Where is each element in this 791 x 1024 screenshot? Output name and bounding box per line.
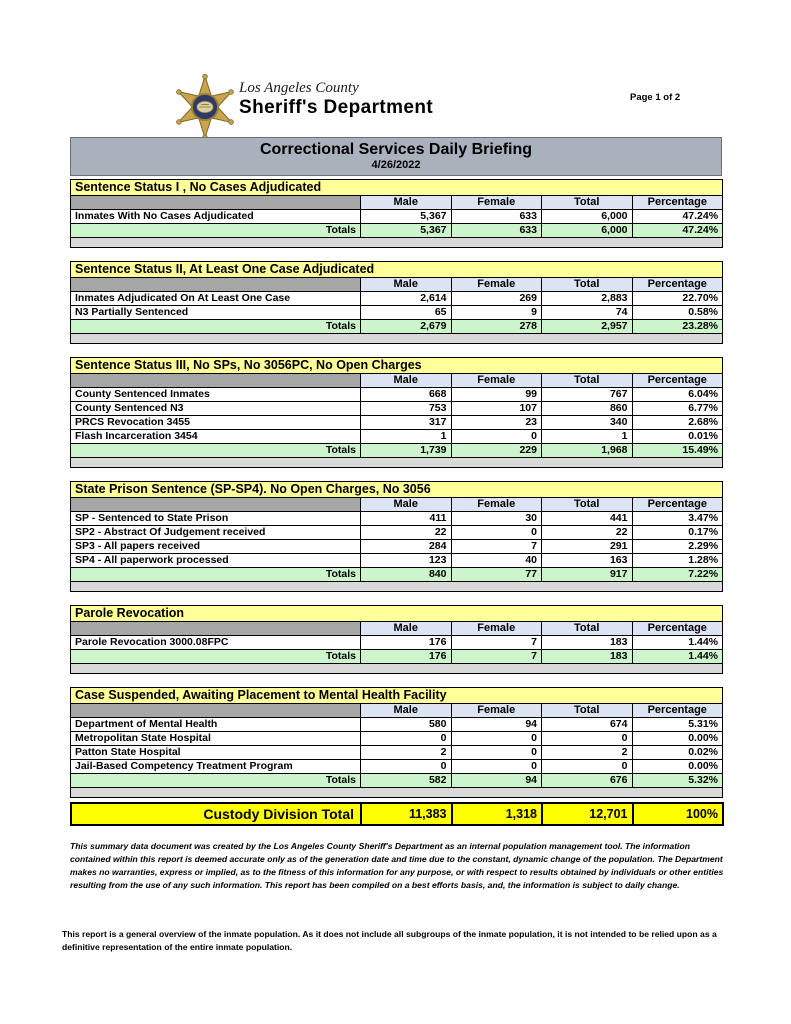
disclaimer-text: This summary data document was created by the Los Angeles County Sheriff's Department as an internal population management tool. The information contained within this report is deemed accurate only as of the generation date and time due to the constant, dynamic change of the population. The Department makes no warranties, express or implied, as to the fitness of this information for any purpose, or with respect to results obtained by individuals or other entities resulting from the use of any such information. This report has been compiled on a best efforts basis, and, the information is subject to daily change. [70,841,724,890]
totals-row [71,320,723,334]
totals-percentage: 23.28% [632,320,723,334]
table-row [71,554,723,568]
female-value: 9 [451,306,542,320]
column-header-total: Total [542,498,633,512]
table-row [71,430,723,444]
totals-label: Totals [71,774,361,788]
column-header-row [71,498,723,512]
column-header-female: Female [451,278,542,292]
male-value: 2,614 [361,292,452,306]
totals-label: Totals [71,650,361,664]
total-value: 74 [542,306,633,320]
totals-label: Totals [71,224,361,238]
female-value: 7 [451,636,542,650]
totals-female: 77 [451,568,542,582]
column-header-percentage: Percentage [632,498,723,512]
totals-label: Totals [71,568,361,582]
male-value: 123 [361,554,452,568]
male-value: 284 [361,540,452,554]
section-title: State Prison Sentence (SP-SP4). No Open Charges, No 3056 [71,482,723,498]
column-header-percentage: Percentage [632,622,723,636]
table-row [71,402,723,416]
section-sentence-status-2 [70,261,722,344]
column-header-percentage: Percentage [632,704,723,718]
row-label: Inmates Adjudicated On At Least One Case [71,292,361,306]
total-value: 767 [542,388,633,402]
table-row [71,526,723,540]
female-value: 269 [451,292,542,306]
total-value: 2,883 [542,292,633,306]
female-value: 0 [451,526,542,540]
percentage-value: 6.04% [632,388,723,402]
section-header-row [71,606,723,622]
row-label: Flash Incarceration 3454 [71,430,361,444]
table-row [71,512,723,526]
section-table [70,261,723,344]
row-label: County Sentenced Inmates [71,388,361,402]
male-value: 411 [361,512,452,526]
section-title: Sentence Status II, At Least One Case Adjudicated [71,262,723,278]
row-label: SP4 - All paperwork processed [71,554,361,568]
totals-percentage: 7.22% [632,568,723,582]
percentage-value: 2.68% [632,416,723,430]
male-value: 0 [361,732,452,746]
row-label: County Sentenced N3 [71,402,361,416]
section-mental-health-placement [70,687,722,798]
totals-male: 1,739 [361,444,452,458]
male-value: 176 [361,636,452,650]
male-value: 2 [361,746,452,760]
grand-total-row [71,803,723,825]
page-number-label: Page 1 of 2 [630,92,681,103]
section-state-prison-sentence [70,481,722,592]
row-label: N3 Partially Sentenced [71,306,361,320]
section-spacer-row [71,664,723,674]
row-label: Patton State Hospital [71,746,361,760]
totals-male: 840 [361,568,452,582]
column-header-male: Male [361,374,452,388]
percentage-value: 1.28% [632,554,723,568]
column-header-percentage: Percentage [632,374,723,388]
percentage-value: 2.29% [632,540,723,554]
report-content [62,137,724,954]
table-row [71,306,723,320]
section-table [70,481,723,592]
male-value: 668 [361,388,452,402]
section-header-row [71,180,723,196]
percentage-value: 3.47% [632,512,723,526]
totals-female: 278 [451,320,542,334]
section-spacer-row [71,458,723,468]
column-header-blank [71,196,361,210]
table-row [71,732,723,746]
totals-female: 7 [451,650,542,664]
section-parole-revocation [70,605,722,674]
totals-male: 2,679 [361,320,452,334]
totals-label: Totals [71,320,361,334]
section-spacer-row [71,238,723,248]
grand-total-label: Custody Division Total [71,803,361,825]
grand-total-total: 12,701 [542,803,633,825]
table-row [71,292,723,306]
percentage-value: 47.24% [632,210,723,224]
column-header-total: Total [542,196,633,210]
column-header-female: Female [451,374,542,388]
column-header-female: Female [451,498,542,512]
total-value: 22 [542,526,633,540]
female-value: 94 [451,718,542,732]
total-value: 674 [542,718,633,732]
total-value: 183 [542,636,633,650]
column-header-total: Total [542,704,633,718]
section-table [70,687,723,798]
totals-percentage: 1.44% [632,650,723,664]
percentage-value: 0.01% [632,430,723,444]
male-value: 0 [361,760,452,774]
table-row [71,746,723,760]
table-row [71,540,723,554]
table-row [71,210,723,224]
male-value: 580 [361,718,452,732]
total-value: 6,000 [542,210,633,224]
percentage-value: 5.31% [632,718,723,732]
row-label: Parole Revocation 3000.08FPC [71,636,361,650]
female-value: 0 [451,746,542,760]
column-header-female: Female [451,196,542,210]
total-value: 291 [542,540,633,554]
female-value: 107 [451,402,542,416]
column-header-row [71,196,723,210]
totals-total: 1,968 [542,444,633,458]
totals-row [71,568,723,582]
row-label: SP3 - All papers received [71,540,361,554]
overview-note-text: This report is a general overview of the inmate population. As it does not include all subgroups of the inmate population, it is not intended to be relied upon as a definitive representation of the entire inmate population. [62,929,717,952]
male-value: 753 [361,402,452,416]
percentage-value: 0.00% [632,760,723,774]
column-header-blank [71,622,361,636]
column-header-total: Total [542,622,633,636]
male-value: 5,367 [361,210,452,224]
total-value: 860 [542,402,633,416]
total-value: 340 [542,416,633,430]
totals-row [71,224,723,238]
column-header-row [71,704,723,718]
totals-female: 229 [451,444,542,458]
male-value: 1 [361,430,452,444]
totals-row [71,650,723,664]
female-value: 0 [451,732,542,746]
table-row [71,760,723,774]
totals-row [71,774,723,788]
column-header-blank [71,374,361,388]
totals-total: 183 [542,650,633,664]
column-header-row [71,374,723,388]
column-header-male: Male [361,704,452,718]
row-label: Inmates With No Cases Adjudicated [71,210,361,224]
letterhead [0,0,791,137]
totals-total: 676 [542,774,633,788]
section-title: Sentence Status I , No Cases Adjudicated [71,180,723,196]
female-value: 0 [451,430,542,444]
female-value: 99 [451,388,542,402]
column-header-percentage: Percentage [632,278,723,292]
percentage-value: 0.02% [632,746,723,760]
total-value: 0 [542,732,633,746]
section-table [70,179,723,248]
totals-row [71,444,723,458]
percentage-value: 22.70% [632,292,723,306]
column-header-male: Male [361,498,452,512]
percentage-value: 0.17% [632,526,723,540]
totals-male: 5,367 [361,224,452,238]
totals-percentage: 5.32% [632,774,723,788]
section-header-row [71,358,723,374]
section-spacer-row [71,788,723,798]
percentage-value: 6.77% [632,402,723,416]
totals-percentage: 47.24% [632,224,723,238]
female-value: 30 [451,512,542,526]
row-label: SP - Sentenced to State Prison [71,512,361,526]
column-header-male: Male [361,196,452,210]
row-label: SP2 - Abstract Of Judgement received [71,526,361,540]
column-header-female: Female [451,622,542,636]
agency-name [239,80,433,118]
totals-percentage: 15.49% [632,444,723,458]
totals-female: 633 [451,224,542,238]
section-sentence-status-3 [70,357,722,468]
section-table [70,357,723,468]
total-value: 163 [542,554,633,568]
section-spacer-row [71,582,723,592]
section-spacer-row [71,334,723,344]
male-value: 22 [361,526,452,540]
section-header-row [71,262,723,278]
report-title-bar [70,137,722,176]
totals-total: 2,957 [542,320,633,334]
column-header-blank [71,704,361,718]
grand-total-female: 1,318 [452,803,543,825]
totals-male: 582 [361,774,452,788]
column-header-male: Male [361,278,452,292]
report-title: Correctional Services Daily Briefing [259,141,533,158]
grand-total-percentage: 100% [633,803,724,825]
section-table [70,605,723,674]
totals-male: 176 [361,650,452,664]
agency-dept-line: Sheriff's Department [239,96,434,118]
row-label: Metropolitan State Hospital [71,732,361,746]
section-title: Case Suspended, Awaiting Placement to Mental Health Facility [71,688,723,704]
female-value: 7 [451,540,542,554]
report-date: 4/26/2022 [371,159,421,171]
male-value: 65 [361,306,452,320]
agency-county-line: Los Angeles County [239,80,359,96]
row-label: Department of Mental Health [71,718,361,732]
female-value: 23 [451,416,542,430]
percentage-value: 0.00% [632,732,723,746]
table-row [71,636,723,650]
column-header-total: Total [542,374,633,388]
column-header-blank [71,498,361,512]
table-row [71,718,723,732]
column-header-blank [71,278,361,292]
female-value: 633 [451,210,542,224]
table-row [71,416,723,430]
table-row [71,388,723,402]
column-header-male: Male [361,622,452,636]
column-header-row [71,622,723,636]
row-label: Jail-Based Competency Treatment Program [71,760,361,774]
custody-division-total-table [70,802,724,826]
total-value: 441 [542,512,633,526]
totals-total: 917 [542,568,633,582]
row-label: PRCS Revocation 3455 [71,416,361,430]
grand-total-male: 11,383 [361,803,452,825]
total-value: 1 [542,430,633,444]
male-value: 317 [361,416,452,430]
sheriff-star-icon [176,73,234,141]
section-sentence-status-1 [70,179,722,248]
section-header-row [71,688,723,704]
female-value: 40 [451,554,542,568]
totals-female: 94 [451,774,542,788]
column-header-female: Female [451,704,542,718]
totals-total: 6,000 [542,224,633,238]
section-header-row [71,482,723,498]
totals-label: Totals [71,444,361,458]
percentage-value: 1.44% [632,636,723,650]
female-value: 0 [451,760,542,774]
percentage-value: 0.58% [632,306,723,320]
total-value: 0 [542,760,633,774]
total-value: 2 [542,746,633,760]
column-header-row [71,278,723,292]
column-header-percentage: Percentage [632,196,723,210]
section-title: Parole Revocation [71,606,723,622]
section-title: Sentence Status III, No SPs, No 3056PC, No Open Charges [71,358,723,374]
column-header-total: Total [542,278,633,292]
